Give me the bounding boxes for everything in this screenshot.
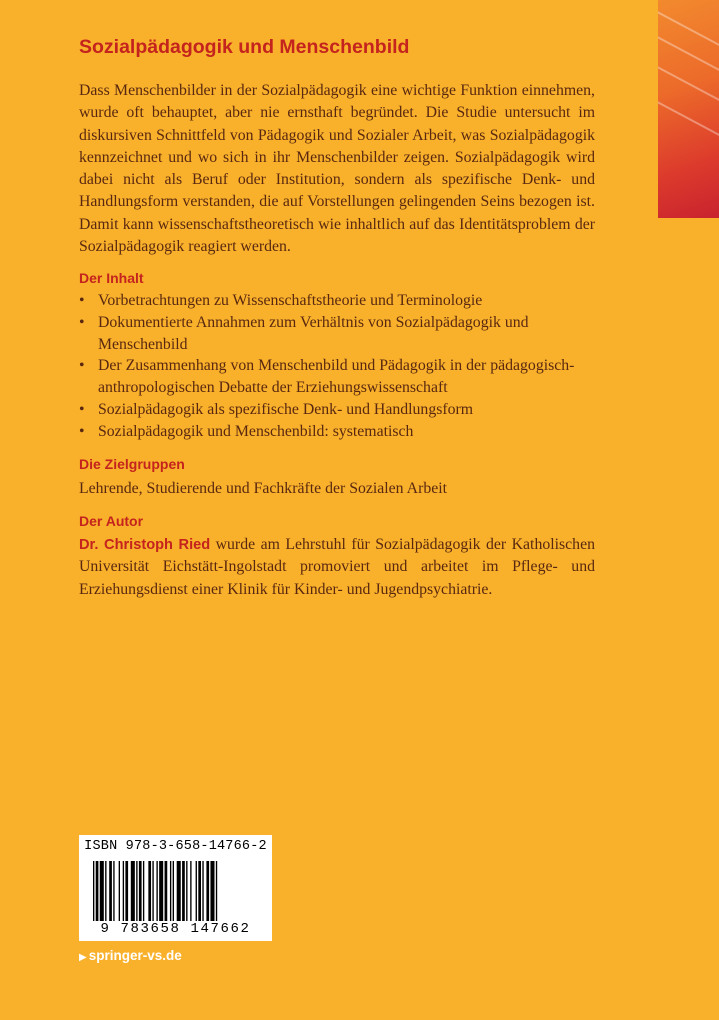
- barcode-bar: [159, 861, 163, 921]
- barcode-bar: [186, 861, 187, 921]
- list-item: [79, 355, 599, 399]
- author-bio: wurde am Lehrstuhl für Sozialpädagogik der Katholischen Universität Eichstätt-Ingolstadt promoviert und arbeitet im Pflege- und Erziehungsdienst einer Klinik für Kinder- und Jugendpsychiatrie.: [79, 536, 595, 598]
- isbn-label: ISBN 978-3-658-14766-2: [84, 839, 267, 854]
- barcode-bar: [156, 861, 157, 921]
- barcode-bar: [196, 861, 197, 921]
- website-link[interactable]: [79, 948, 182, 963]
- barcode-bar: [125, 861, 128, 921]
- barcode-bar: [190, 861, 191, 921]
- barcode-bar: [143, 861, 144, 921]
- barcode-bar: [119, 861, 120, 921]
- website-url: springer-vs.de: [88, 948, 182, 963]
- barcode-bar: [210, 861, 214, 921]
- barcode-bar: [216, 861, 217, 921]
- audience-text: Lehrende, Studierende und Fachkräfte der Sozialen Arbeit: [79, 480, 448, 497]
- author-name: Dr. Christoph Ried: [79, 537, 211, 553]
- barcode-bar: [96, 861, 99, 921]
- list-item-text: Vorbetrachtungen zu Wissenschaftstheorie und Terminologie: [98, 292, 483, 309]
- arrow-right-icon: ▶: [79, 952, 87, 963]
- author-paragraph: [79, 534, 595, 601]
- barcode-bar: [152, 861, 153, 921]
- bullet: •: [79, 292, 85, 309]
- list-item: [79, 399, 599, 421]
- barcode-bar: [177, 861, 181, 921]
- bullet: •: [79, 400, 85, 418]
- author-heading: Der Autor: [79, 513, 144, 529]
- barcode-bar: [202, 861, 203, 921]
- bullet: •: [79, 313, 85, 331]
- barcode-bar: [131, 861, 135, 921]
- list-item-text: Sozialpädagogik und Menschenbild: systematisch: [98, 422, 414, 440]
- list-item: [79, 290, 599, 312]
- list-item: [79, 312, 599, 356]
- barcode-bar: [182, 861, 185, 921]
- list-item-text: Der Zusammenhang von Menschenbild und Pädagogik in der pädagogisch-anthropologischen Debatte der Erziehungswissenschaft: [98, 357, 575, 397]
- corner-graphic: [658, 0, 719, 218]
- barcode-bar: [198, 861, 201, 921]
- contents-heading: Der Inhalt: [79, 270, 144, 286]
- bullet: •: [79, 422, 85, 440]
- barcode-bar: [170, 861, 171, 921]
- barcode-bar: [173, 861, 174, 921]
- list-item-text: Dokumentierte Annahmen zum Verhältnis von Sozialpädagogik und Menschenbild: [98, 313, 529, 353]
- barcode: [93, 861, 263, 921]
- barcode-bar: [105, 861, 106, 921]
- intro-paragraph: Dass Menschenbilder in der Sozialpädagogik eine wichtige Funktion einnehmen, wurde oft behauptet, aber nie ernsthaft begründet. Die Studie untersucht im diskursiven Schnittfeld von Pädagogik und Sozialer Arbeit, was Sozialpädagogik kennzeichnet und wo sich in ihr Menschenbilder zeigen. Sozialpädagogik wird dabei nicht als Beruf oder Institution, sondern als spezifische Denk- und Handlungsform verstanden, die auf Vorstellungen gelingenden Seins bezogen ist. Damit kann wissenschaftstheoretisch wie inhaltlich auf das Identitätsproblem der Sozialpädagogik reagiert werden.: [79, 82, 595, 256]
- barcode-bar: [113, 861, 114, 921]
- audience-heading: Die Zielgruppen: [79, 456, 185, 472]
- list-item-text: Sozialpädagogik als spezifische Denk- und Handlungsform: [98, 400, 474, 418]
- barcode-bar: [165, 861, 168, 921]
- barcode-bar: [139, 861, 142, 921]
- bullet: •: [79, 357, 85, 375]
- contents-list: [79, 290, 599, 443]
- isbn-barcode-box: [79, 835, 272, 941]
- book-title: Sozialpädagogik und Menschenbild: [79, 36, 410, 58]
- barcode-bar: [148, 861, 151, 921]
- barcode-bar: [123, 861, 124, 921]
- list-item: [79, 421, 599, 443]
- barcode-digits: 9 783658 147662: [100, 921, 251, 937]
- barcode-bar: [100, 861, 104, 921]
- barcode-bar: [206, 861, 209, 921]
- barcode-bar: [93, 861, 94, 921]
- barcode-bar: [136, 861, 137, 921]
- barcode-bar: [109, 861, 112, 921]
